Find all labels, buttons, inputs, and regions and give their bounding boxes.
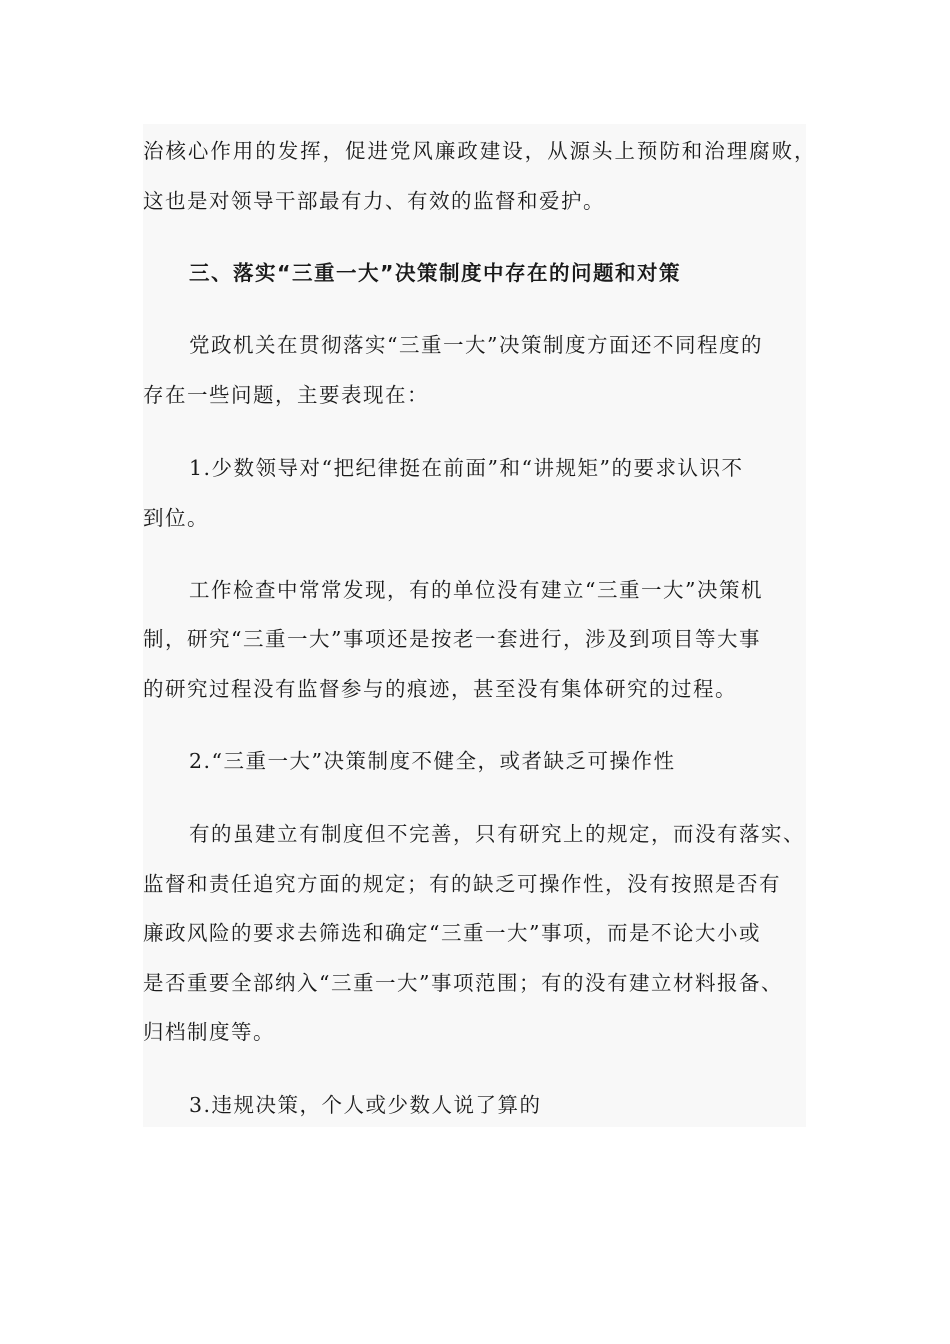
paragraph-line: 制，研究“三重一大”事项还是按老一套进行，涉及到项目等大事 xyxy=(143,627,761,651)
section-heading: 三、落实“三重一大”决策制度中存在的问题和对策 xyxy=(189,261,681,285)
list-item-heading: 1.少数领导对“把纪律挺在前面”和“讲规矩”的要求认识不 xyxy=(189,456,744,480)
paragraph-line: 到位。 xyxy=(143,506,209,530)
list-item-heading: 3.违规决策，个人或少数人说了算的 xyxy=(189,1093,542,1117)
paragraph-line: 监督和责任追究方面的规定；有的缺乏可操作性，没有按照是否有 xyxy=(143,872,781,896)
paragraph-line: 治核心作用的发挥，促进党风廉政建设，从源头上预防和治理腐败， xyxy=(143,139,817,163)
paragraph-line: 党政机关在贯彻落实“三重一大”决策制度方面还不同程度的 xyxy=(189,333,763,357)
paragraph-line: 的研究过程没有监督参与的痕迹，甚至没有集体研究的过程。 xyxy=(143,677,737,701)
paragraph-line: 归档制度等。 xyxy=(143,1020,275,1044)
paragraph-line: 这也是对领导干部最有力、有效的监督和爱护。 xyxy=(143,189,605,213)
paragraph-line: 工作检查中常常发现，有的单位没有建立“三重一大”决策机 xyxy=(189,578,763,602)
list-item-heading: 2.“三重一大”决策制度不健全，或者缺乏可操作性 xyxy=(189,749,676,773)
paragraph-line: 是否重要全部纳入“三重一大”事项范围；有的没有建立材料报备、 xyxy=(143,971,783,995)
paragraph-line: 存在一些问题，主要表现在： xyxy=(143,383,429,407)
document-text-block xyxy=(143,124,817,1127)
paragraph-line: 有的虽建立有制度但不完善，只有研究上的规定，而没有落实、 xyxy=(189,822,805,846)
paragraph-line: 廉政风险的要求去筛选和确定“三重一大”事项，而是不论大小或 xyxy=(143,921,761,945)
